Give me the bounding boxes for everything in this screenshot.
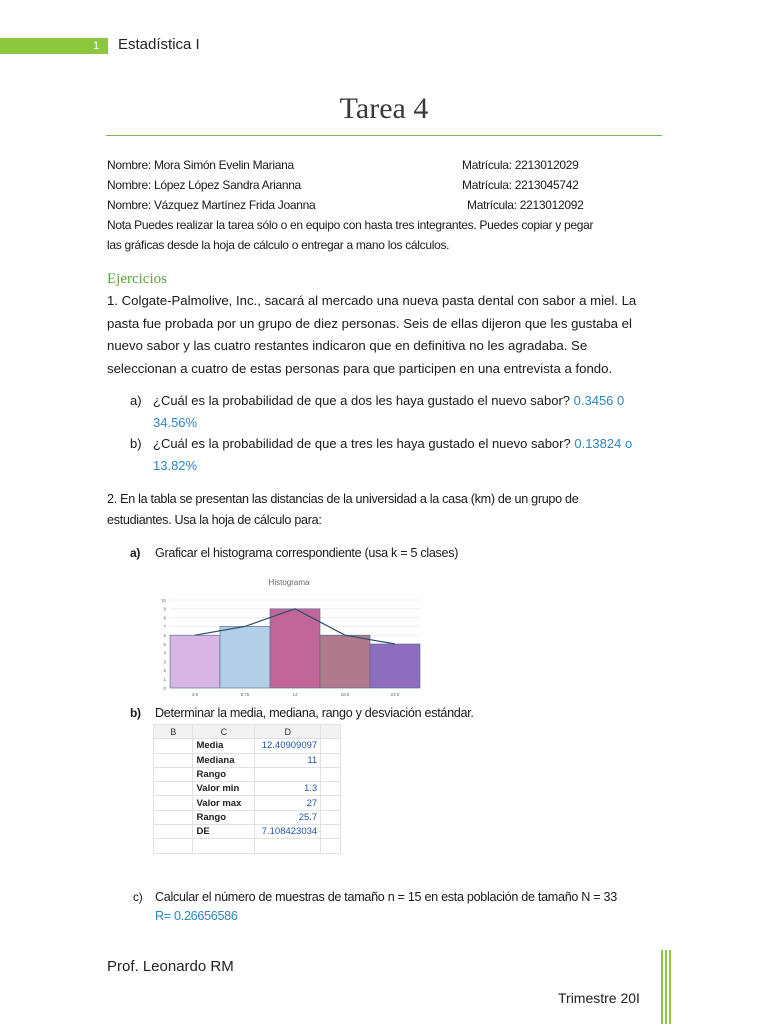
- stat-label: DE: [193, 825, 255, 839]
- exercise-1-line: pasta fue probada por un grupo de diez personas. Seis de ellas dijeron que les gustaba el: [107, 315, 632, 331]
- stat-label: Mediana: [193, 753, 255, 767]
- exercise-2b-text: Determinar la media, mediana, rango y desviación estándar.: [155, 706, 474, 720]
- exercise-1-line: 1. Colgate-Palmolive, Inc., sacará al mercado una nueva pasta dental con sabor a miel. La: [107, 293, 637, 308]
- y-tick-label: 5: [163, 641, 166, 647]
- footer-accent-line: [669, 950, 671, 1024]
- stat-value: 27: [255, 796, 321, 810]
- x-tick-label: 23.5: [390, 692, 400, 697]
- exercise-1b-answer-percent: 13.82%: [153, 458, 198, 473]
- x-tick-label: 8.75: [240, 692, 250, 697]
- exercise-2c-answer: R= 0.26656586: [155, 909, 238, 923]
- column-header: D: [255, 725, 321, 739]
- y-tick-label: 0: [163, 685, 166, 691]
- course-title: Estadística I: [118, 36, 200, 53]
- exercise-1b-answer: 0.13824 o: [574, 436, 633, 451]
- exercise-2a-text: Graficar el histograma correspondiente (usa k = 5 clases): [155, 546, 459, 560]
- table-row-empty: [154, 839, 341, 853]
- histogram-bar: [320, 635, 370, 688]
- y-tick-label: 2: [163, 668, 166, 674]
- footer-professor: Prof. Leonardo RM: [107, 958, 234, 975]
- y-tick-label: 3: [163, 659, 166, 665]
- stat-label: Media: [193, 739, 255, 753]
- table-header-row: [154, 725, 341, 739]
- column-header: C: [193, 725, 255, 739]
- y-tick-label: 10: [160, 597, 166, 603]
- exercise-2-line-2: estudiantes. Usa la hoja de cálculo para:: [107, 513, 322, 527]
- y-tick-label: 4: [163, 650, 166, 656]
- exercise-2c-label: c): [133, 890, 143, 904]
- student-matricula-1: Matrícula: 2213012029: [462, 158, 579, 172]
- y-tick-label: 7: [163, 624, 166, 630]
- page-number: 1: [92, 40, 100, 52]
- table-row: [154, 796, 341, 810]
- table-row: [154, 825, 341, 839]
- stat-value: 7.108423034: [255, 825, 321, 839]
- page-title: Tarea 4: [339, 92, 429, 125]
- stat-value: 25.7: [255, 810, 321, 824]
- title-divider: [106, 135, 662, 136]
- table-row: [154, 810, 341, 824]
- x-tick-label: 14: [292, 692, 298, 697]
- stat-label: Rango: [193, 810, 255, 824]
- exercise-1-text: [107, 290, 663, 380]
- y-tick-label: 1: [163, 677, 166, 682]
- exercise-1a-answer: 0.3456 0: [573, 393, 625, 408]
- y-tick-label: 9: [163, 606, 166, 612]
- exercise-2a-label: a): [130, 546, 141, 560]
- table-row: [154, 739, 341, 753]
- note-line-2: las gráficas desde la hoja de cálculo o entregar a mano los cálculos.: [107, 238, 450, 252]
- footer-term: Trimestre 20I: [558, 990, 640, 1006]
- exercise-1a-text: ¿Cuál es la probabilidad de que a dos les haya gustado el nuevo sabor?: [153, 393, 571, 408]
- student-name-2: Nombre: López López Sandra Arianna: [107, 178, 301, 192]
- note-line-1: Nota Puedes realizar la tarea sólo o en equipo con hasta tres integrantes. Puedes copiar y pegar: [107, 218, 594, 232]
- exercise-1-line: seleccionan a cuatro de estas personas para que participen en una entrevista a fondo.: [107, 360, 613, 376]
- exercise-1b-label: b): [130, 436, 142, 451]
- exercise-1b-question: [153, 433, 632, 455]
- stat-label: Valor max: [193, 796, 255, 810]
- histogram-bar: [220, 626, 270, 688]
- student-matricula-2: Matrícula: 2213045742: [462, 178, 579, 192]
- footer-accent-line: [661, 950, 663, 1024]
- student-name-1: Nombre: Mora Simón Evelin Mariana: [107, 158, 294, 172]
- y-tick-label: 8: [163, 615, 166, 621]
- x-tick-label: 3.9: [191, 692, 199, 697]
- column-header: B: [154, 725, 193, 739]
- x-tick-label: 18.5: [340, 692, 350, 697]
- chart-title: Histograma: [268, 578, 310, 587]
- exercise-1-line: nuevo sabor y las cuatro restantes indicaron que en definitiva no les agradaba. Se: [107, 338, 588, 353]
- stat-label: Valor min: [193, 782, 255, 796]
- histogram-bar: [170, 635, 220, 688]
- exercise-1a-question: [153, 390, 624, 412]
- exercise-1a-answer-percent: 34.56%: [153, 415, 198, 430]
- section-heading-ejercicios: Ejercicios: [107, 271, 167, 287]
- stat-value: 1.3: [255, 782, 321, 796]
- student-matricula-3: Matrícula: 2213012092: [467, 198, 584, 212]
- stat-value: [255, 767, 321, 781]
- histogram-chart: [155, 562, 435, 708]
- student-name-3: Nombre: Vázquez Martínez Frida Joanna: [107, 198, 316, 212]
- table-row: [154, 782, 341, 796]
- exercise-2-line-1: 2. En la tabla se presentan las distancias de la universidad a la casa (km) de un grupo de: [107, 492, 579, 506]
- exercise-2b-label: b): [130, 706, 141, 720]
- column-header-empty: [321, 725, 341, 739]
- table-row: [154, 767, 341, 781]
- exercise-1a-label: a): [130, 393, 142, 408]
- exercise-2c-text: Calcular el número de muestras de tamaño n = 15 en esta población de tamaño N = 33: [155, 890, 617, 904]
- stat-value: 11: [255, 753, 321, 767]
- table-row: [154, 753, 341, 767]
- y-tick-label: 6: [163, 633, 166, 638]
- stats-table: [153, 724, 341, 854]
- stat-value: 12.40909097: [255, 739, 321, 753]
- footer-accent-line: [665, 950, 667, 1024]
- histogram-bar: [370, 644, 420, 688]
- stat-label: Rango: [193, 767, 255, 781]
- histogram-bar: [270, 609, 320, 688]
- exercise-1b-text: ¿Cuál es la probabilidad de que a tres les haya gustado el nuevo sabor?: [153, 436, 571, 451]
